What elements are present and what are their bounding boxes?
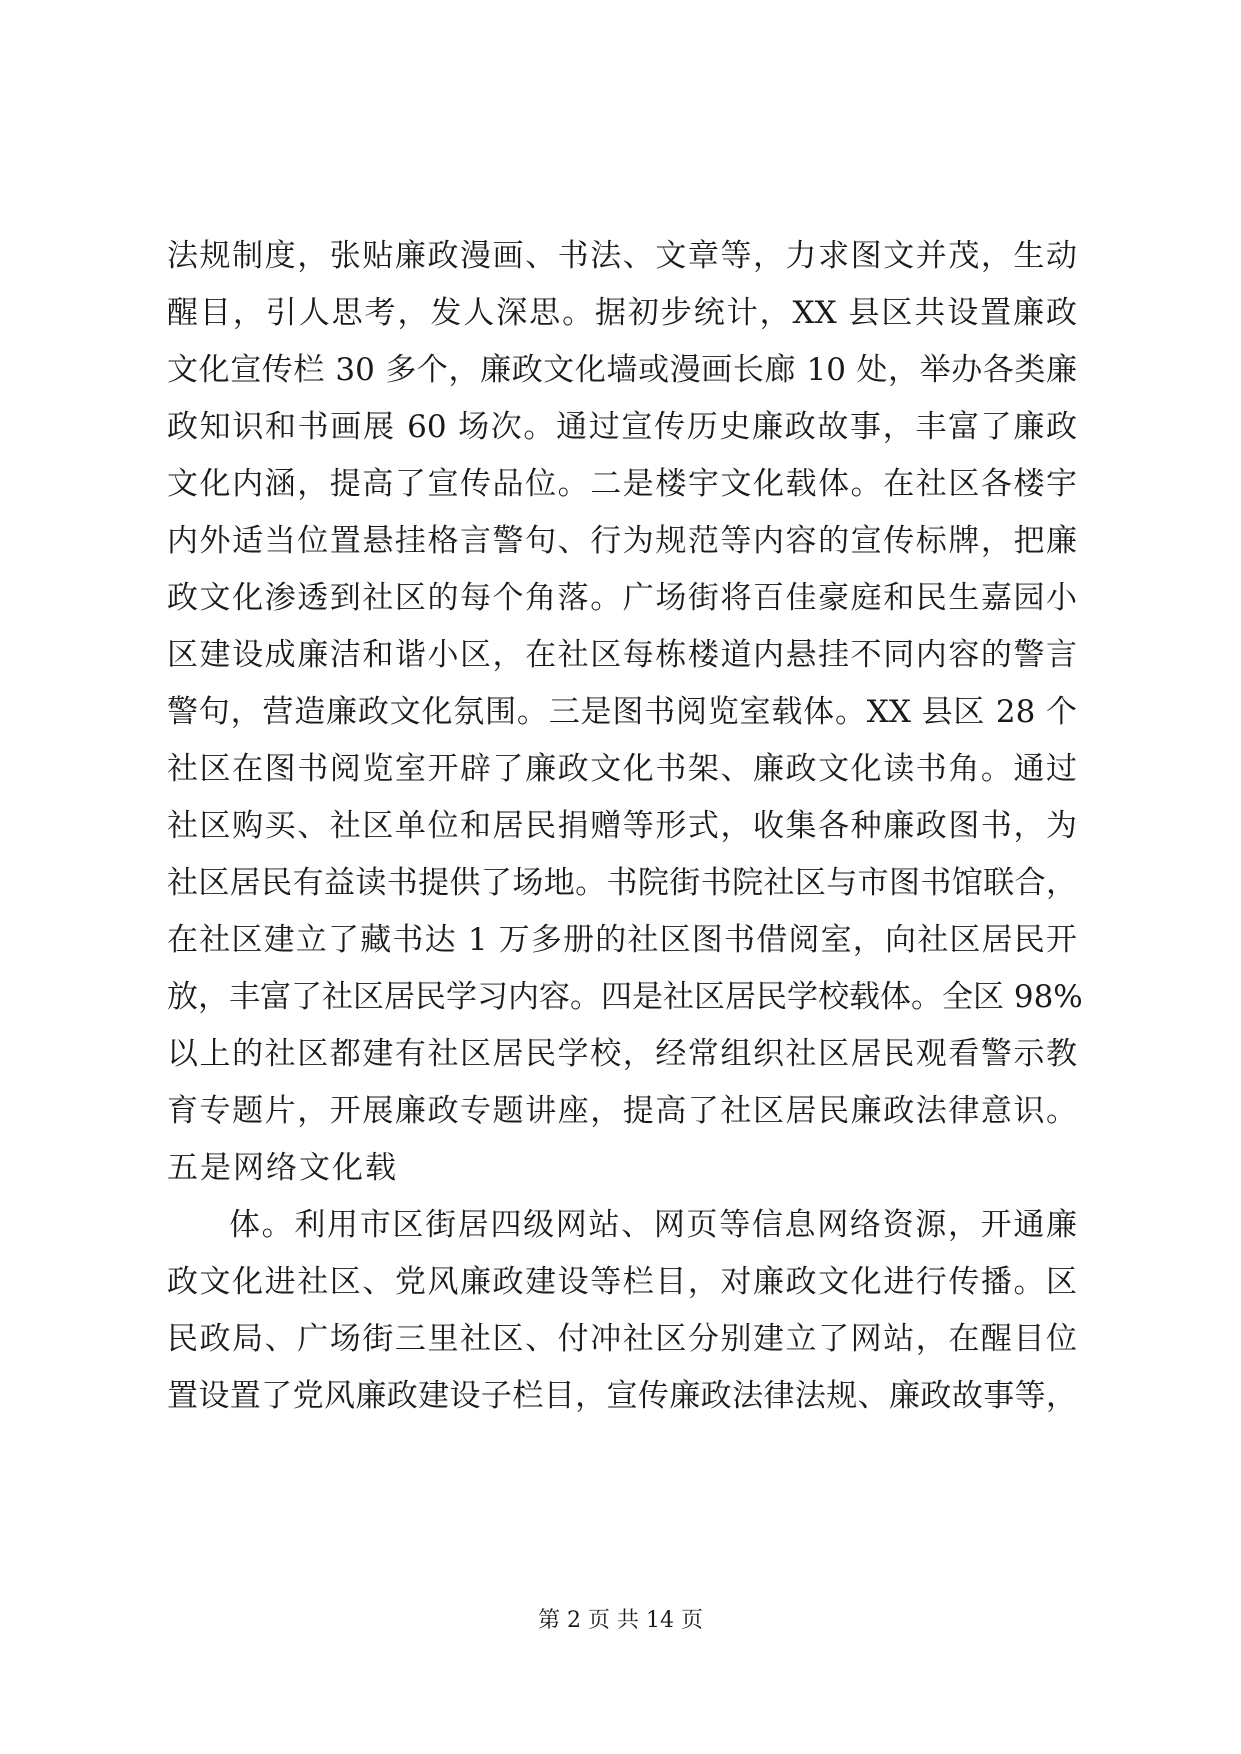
- text-line: 政知识和书画展 60 场次。通过宣传历史廉政故事，丰富了廉政: [167, 409, 1077, 445]
- text-line: 社区居民有益读书提供了场地。书院街书院社区与市图书馆联合，: [167, 865, 1077, 901]
- text-line: 政文化渗透到社区的每个角落。广场街将百佳豪庭和民生嘉园小: [167, 580, 1077, 616]
- document-body: [167, 228, 1083, 1425]
- text-line: 育专题片，开展廉政专题讲座，提高了社区居民廉政法律意识。: [167, 1093, 1077, 1129]
- text-line: 区建设成廉洁和谐小区，在社区每栋楼道内悬挂不同内容的警言: [167, 637, 1077, 673]
- text-line: 法规制度，张贴廉政漫画、书法、文章等，力求图文并茂，生动: [167, 238, 1077, 274]
- text-line: 在社区建立了藏书达 1 万多册的社区图书借阅室，向社区居民开: [167, 922, 1077, 958]
- text-line: 社区在图书阅览室开辟了廉政文化书架、廉政文化读书角。通过: [167, 751, 1077, 787]
- text-line: 民政局、广场街三里社区、付冲社区分别建立了网站，在醒目位: [167, 1321, 1077, 1357]
- text-line: 以上的社区都建有社区居民学校，经常组织社区居民观看警示教: [167, 1036, 1077, 1072]
- text-line: 置设置了党风廉政建设子栏目，宣传廉政法律法规、廉政故事等，: [167, 1378, 1077, 1414]
- text-line: 五是网络文化载: [167, 1150, 398, 1186]
- text-line: 警句，营造廉政文化氛围。三是图书阅览室载体。XX 县区 28 个: [167, 694, 1077, 730]
- text-line: 醒目，引人思考，发人深思。据初步统计，XX 县区共设置廉政: [167, 295, 1077, 331]
- paragraph-1: [167, 228, 1083, 1197]
- page-number-footer: 第 2 页 共 14 页: [538, 1608, 703, 1633]
- text-line: 政文化进社区、党风廉政建设等栏目，对廉政文化进行传播。区: [167, 1264, 1077, 1300]
- text-line: 文化内涵，提高了宣传品位。二是楼宇文化载体。在社区各楼宇: [167, 466, 1077, 502]
- text-line: 内外适当位置悬挂格言警句、行为规范等内容的宣传标牌，把廉: [167, 523, 1077, 559]
- text-line: 文化宣传栏 30 多个，廉政文化墙或漫画长廊 10 处，举办各类廉: [167, 352, 1077, 388]
- paragraph-2: [167, 1197, 1077, 1425]
- text-line: 体。利用市区街居四级网站、网页等信息网络资源，开通廉: [229, 1207, 1077, 1243]
- text-line: 放，丰富了社区居民学习内容。四是社区居民学校载体。全区 98%: [167, 979, 1083, 1015]
- text-line: 社区购买、社区单位和居民捐赠等形式，收集各种廉政图书，为: [167, 808, 1077, 844]
